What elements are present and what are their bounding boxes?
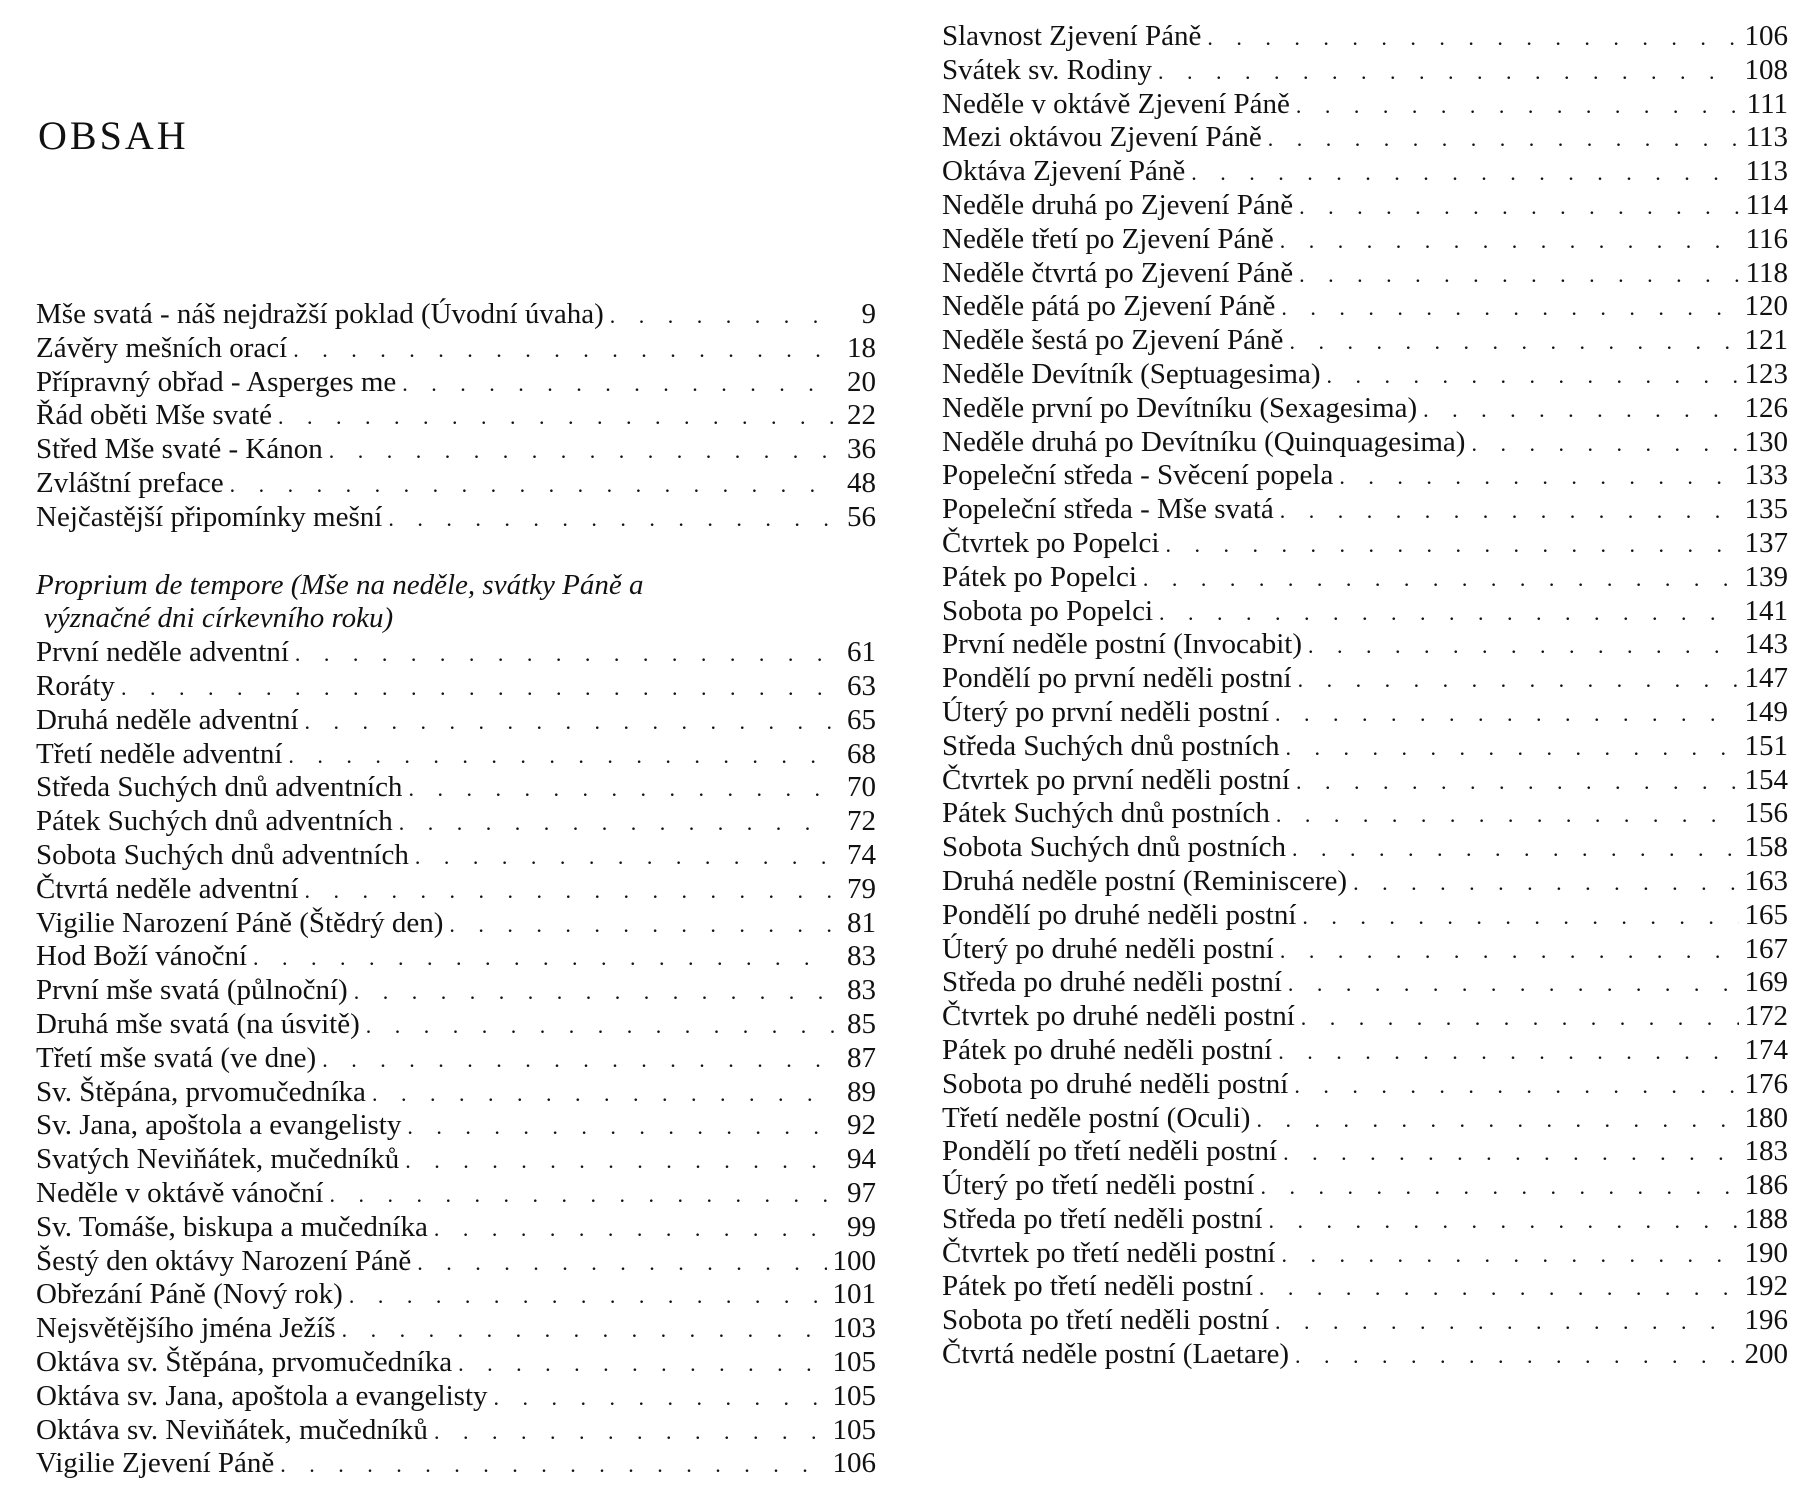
leader-dots bbox=[610, 299, 834, 333]
toc-entry[interactable] bbox=[36, 1447, 876, 1481]
toc-entry-title: Roráty bbox=[36, 669, 115, 702]
toc-entry[interactable] bbox=[942, 54, 1788, 88]
toc-entry[interactable] bbox=[942, 1169, 1788, 1203]
toc-entry-page: 141 bbox=[1744, 594, 1788, 627]
toc-entry[interactable] bbox=[36, 1278, 876, 1312]
toc-entry[interactable] bbox=[36, 1312, 876, 1346]
toc-entry-title: Úterý po třetí neděli postní bbox=[942, 1169, 1255, 1202]
toc-entry-page: 121 bbox=[1744, 324, 1788, 357]
leader-dots bbox=[1299, 258, 1739, 292]
toc-entry-page: 56 bbox=[847, 500, 876, 533]
toc-entry[interactable] bbox=[36, 974, 876, 1008]
toc-entry-title: Neděle šestá po Zjevení Páně bbox=[942, 324, 1284, 357]
toc-entry[interactable] bbox=[942, 831, 1788, 865]
leader-dots bbox=[407, 1110, 834, 1144]
toc-entry-title: Čtvrtá neděle adventní bbox=[36, 872, 299, 905]
leader-dots bbox=[1143, 562, 1739, 596]
toc-entry-title: Řád oběti Mše svaté bbox=[36, 399, 272, 432]
toc-entry-title: Vigilie Narození Páně (Štědrý den) bbox=[36, 906, 444, 939]
toc-entry[interactable] bbox=[942, 865, 1788, 899]
toc-entry-page: 63 bbox=[847, 669, 876, 702]
toc-entry-title: Neděle druhá po Devítníku (Quinquagesima) bbox=[942, 425, 1466, 458]
toc-entry-title: Neděle čtvrtá po Zjevení Páně bbox=[942, 256, 1294, 289]
leader-dots bbox=[278, 400, 834, 434]
toc-entry-page: 180 bbox=[1744, 1101, 1788, 1134]
leader-dots bbox=[1471, 427, 1738, 461]
toc-entry-title: Druhá neděle postní (Reminiscere) bbox=[942, 864, 1348, 897]
toc-entry-title: Závěry mešních orací bbox=[36, 331, 288, 364]
toc-entry-page: 100 bbox=[832, 1244, 876, 1277]
leader-dots bbox=[1165, 528, 1738, 562]
toc-entry[interactable] bbox=[36, 1346, 876, 1380]
leader-dots bbox=[1289, 325, 1738, 359]
toc-entry[interactable] bbox=[942, 121, 1788, 155]
toc-entry-title: Sobota po Popelci bbox=[942, 594, 1154, 627]
toc-entry-title: První neděle postní (Invocabit) bbox=[942, 628, 1302, 661]
toc-entry-title: Oktáva sv. Štěpána, prvomučedníka bbox=[36, 1345, 453, 1378]
toc-entry-page: 167 bbox=[1744, 932, 1788, 965]
toc-entry-page: 99 bbox=[847, 1210, 876, 1243]
toc-entry-title: Čtvrtek po Popelci bbox=[942, 526, 1160, 559]
toc-entry[interactable] bbox=[942, 358, 1788, 392]
toc-entry[interactable] bbox=[36, 298, 876, 332]
leader-dots bbox=[1298, 663, 1739, 697]
toc-entry-title: Čtvrtek po první neděli postní bbox=[942, 763, 1290, 796]
leader-dots bbox=[1339, 460, 1738, 494]
leader-dots bbox=[295, 637, 834, 671]
toc-entry[interactable] bbox=[942, 1270, 1788, 1304]
toc-entry-title: Neděle třetí po Zjevení Páně bbox=[942, 222, 1274, 255]
toc-entry-page: 9 bbox=[861, 298, 876, 330]
toc-entry[interactable] bbox=[36, 399, 876, 433]
toc-entry-title: Oktáva sv. Neviňátek, mučedníků bbox=[36, 1413, 428, 1446]
toc-entry[interactable] bbox=[36, 1042, 876, 1076]
toc-entry-title: Sv. Jana, apoštola a evangelisty bbox=[36, 1109, 402, 1142]
toc-entry[interactable] bbox=[36, 738, 876, 772]
page-title: OBSAH bbox=[38, 113, 189, 158]
leader-dots bbox=[388, 502, 834, 536]
leader-dots bbox=[280, 1448, 826, 1482]
toc-entry[interactable] bbox=[36, 501, 876, 535]
toc-entry-page: 22 bbox=[847, 399, 876, 432]
leader-dots bbox=[288, 739, 834, 773]
leader-dots bbox=[1275, 697, 1738, 731]
toc-entry[interactable] bbox=[942, 1135, 1788, 1169]
leader-dots bbox=[1281, 1238, 1738, 1272]
toc-entry-page: 186 bbox=[1744, 1169, 1788, 1202]
section-heading bbox=[36, 569, 876, 637]
toc-entry-page: 85 bbox=[847, 1007, 876, 1040]
toc-entry-title: Svátek sv. Rodiny bbox=[942, 53, 1152, 86]
toc-entry[interactable] bbox=[942, 933, 1788, 967]
toc-entry-title: Středa po třetí neděli postní bbox=[942, 1202, 1263, 1235]
toc-entry-page: 176 bbox=[1744, 1067, 1788, 1100]
leader-dots bbox=[372, 1077, 834, 1111]
toc-entry-page: 87 bbox=[847, 1041, 876, 1074]
toc-entry[interactable] bbox=[36, 1109, 876, 1143]
toc-entry[interactable] bbox=[942, 493, 1788, 527]
leader-dots bbox=[1278, 1035, 1738, 1069]
leader-dots bbox=[449, 908, 834, 942]
toc-right-column bbox=[942, 20, 1788, 1372]
toc-entry-page: 123 bbox=[1744, 357, 1788, 390]
leader-dots bbox=[293, 333, 834, 367]
toc-entry[interactable] bbox=[36, 805, 876, 839]
toc-entry[interactable] bbox=[942, 1338, 1788, 1372]
toc-entry-page: 81 bbox=[847, 906, 876, 939]
toc-entry[interactable] bbox=[36, 1143, 876, 1177]
toc-entry-title: První mše svatá (půlnoční) bbox=[36, 974, 348, 1007]
toc-entry-page: 105 bbox=[832, 1413, 876, 1446]
toc-entry[interactable] bbox=[942, 1304, 1788, 1338]
toc-entry-title: Úterý po druhé neděli postní bbox=[942, 932, 1274, 965]
leader-dots bbox=[1327, 359, 1739, 393]
toc-entry-title: Oktáva Zjevení Páně bbox=[942, 155, 1186, 188]
toc-entry-page: 18 bbox=[847, 331, 876, 364]
leader-dots bbox=[1281, 291, 1738, 325]
leader-dots bbox=[1158, 55, 1739, 89]
toc-entry-page: 169 bbox=[1744, 966, 1788, 999]
toc-entry[interactable] bbox=[36, 873, 876, 907]
toc-entry-title: Neděle Devítník (Septuagesima) bbox=[942, 357, 1321, 390]
leader-dots bbox=[121, 671, 834, 705]
toc-entry[interactable] bbox=[36, 366, 876, 400]
toc-entry[interactable] bbox=[942, 696, 1788, 730]
toc-entry-title: Sobota Suchých dnů adventních bbox=[36, 838, 409, 871]
leader-dots bbox=[1280, 494, 1739, 528]
toc-entry-title: Čtvrtek po druhé neděli postní bbox=[942, 1000, 1295, 1033]
toc-entry-title: Druhá neděle adventní bbox=[36, 703, 299, 736]
toc-entry-page: 108 bbox=[1744, 53, 1788, 86]
toc-entry-title: Popeleční středa - Svěcení popela bbox=[942, 459, 1334, 492]
toc-entry-page: 72 bbox=[847, 805, 876, 838]
toc-entry[interactable] bbox=[942, 189, 1788, 223]
toc-entry-page: 61 bbox=[847, 636, 876, 669]
toc-entry-title: Úterý po první neděli postní bbox=[942, 695, 1270, 728]
toc-entry[interactable] bbox=[942, 797, 1788, 831]
toc-entry[interactable] bbox=[36, 1380, 876, 1414]
toc-entry-title: Pátek po druhé neděli postní bbox=[942, 1033, 1273, 1066]
leader-dots bbox=[329, 434, 834, 468]
toc-entry-page: 190 bbox=[1744, 1236, 1788, 1269]
toc-entry-page: 137 bbox=[1744, 526, 1788, 559]
toc-entry[interactable] bbox=[36, 1076, 876, 1110]
toc-entry-title: Obřezání Páně (Nový rok) bbox=[36, 1278, 343, 1311]
toc-entry-page: 94 bbox=[847, 1143, 876, 1176]
toc-entry-page: 147 bbox=[1744, 662, 1788, 695]
leader-dots bbox=[329, 1178, 834, 1212]
leader-dots bbox=[415, 840, 834, 874]
toc-entry[interactable] bbox=[942, 426, 1788, 460]
toc-entry[interactable] bbox=[36, 670, 876, 704]
leader-dots bbox=[230, 468, 834, 502]
leader-dots bbox=[1191, 156, 1739, 190]
toc-entry-page: 70 bbox=[847, 771, 876, 804]
toc-entry-title: Nejčastější připomínky mešní bbox=[36, 500, 383, 533]
toc-left-column bbox=[36, 298, 876, 1481]
leader-dots bbox=[1269, 1204, 1739, 1238]
toc-entry[interactable] bbox=[942, 662, 1788, 696]
toc-entry-page: 196 bbox=[1744, 1304, 1788, 1337]
leader-dots bbox=[1296, 765, 1739, 799]
toc-entry-title: Třetí neděle adventní bbox=[36, 737, 283, 770]
leader-dots bbox=[434, 1415, 827, 1449]
toc-entry-page: 200 bbox=[1744, 1338, 1788, 1371]
leader-dots bbox=[405, 1144, 834, 1178]
toc-entry[interactable] bbox=[942, 1102, 1788, 1136]
leader-dots bbox=[1261, 1170, 1739, 1204]
toc-entry-page: 156 bbox=[1744, 797, 1788, 830]
toc-entry[interactable] bbox=[36, 1177, 876, 1211]
toc-entry-page: 188 bbox=[1744, 1202, 1788, 1235]
toc-entry-title: Šestý den oktávy Narození Páně bbox=[36, 1244, 412, 1277]
toc-entry-page: 101 bbox=[832, 1278, 876, 1311]
leader-dots bbox=[1295, 1339, 1738, 1373]
toc-entry-title: Čtvrtek po třetí neděli postní bbox=[942, 1236, 1276, 1269]
toc-entry[interactable] bbox=[942, 20, 1788, 54]
toc-entry-title: Slavnost Zjevení Páně bbox=[942, 20, 1202, 52]
toc-entry-page: 92 bbox=[847, 1109, 876, 1142]
toc-entry-title: Mše svatá - náš nejdražší poklad (Úvodní úvaha) bbox=[36, 298, 604, 330]
toc-entry-page: 83 bbox=[847, 974, 876, 1007]
toc-entry-title: Střed Mše svaté - Kánon bbox=[36, 433, 323, 466]
leader-dots bbox=[1268, 122, 1740, 156]
toc-entry-page: 120 bbox=[1744, 290, 1788, 323]
leader-dots bbox=[1292, 832, 1739, 866]
toc-entry-page: 105 bbox=[832, 1345, 876, 1378]
toc-entry-page: 20 bbox=[847, 365, 876, 398]
toc-entry-page: 106 bbox=[1744, 20, 1788, 52]
leader-dots bbox=[1353, 866, 1738, 900]
toc-entry-title: Neděle v oktávě Zjevení Páně bbox=[942, 87, 1290, 120]
toc-entry-page: 113 bbox=[1745, 155, 1788, 188]
toc-entry[interactable] bbox=[36, 907, 876, 941]
leader-dots bbox=[1280, 934, 1739, 968]
toc-entry-title: Pondělí po první neděli postní bbox=[942, 662, 1292, 695]
leader-dots bbox=[1275, 1305, 1738, 1339]
toc-entry-page: 126 bbox=[1744, 391, 1788, 424]
toc-entry-title: Svatých Neviňátek, mučedníků bbox=[36, 1143, 400, 1176]
leader-dots bbox=[408, 772, 834, 806]
toc-entry-title: Nejsvětějšího jména Ježíš bbox=[36, 1312, 336, 1345]
leader-dots bbox=[1294, 1069, 1738, 1103]
toc-entry-page: 97 bbox=[847, 1176, 876, 1209]
toc-entry-title: Neděle první po Devítníku (Sexagesima) bbox=[942, 391, 1418, 424]
toc-entry-title: Oktáva sv. Jana, apoštola a evangelisty bbox=[36, 1379, 488, 1412]
toc-entry[interactable] bbox=[942, 527, 1788, 561]
toc-entry[interactable] bbox=[36, 1245, 876, 1279]
toc-entry[interactable] bbox=[942, 730, 1788, 764]
toc-entry-page: 135 bbox=[1744, 493, 1788, 526]
toc-entry[interactable] bbox=[942, 257, 1788, 291]
toc-entry-title: Popeleční středa - Mše svatá bbox=[942, 493, 1274, 526]
toc-entry-page: 133 bbox=[1744, 459, 1788, 492]
leader-dots bbox=[399, 806, 834, 840]
toc-entry-page: 36 bbox=[847, 433, 876, 466]
leader-dots bbox=[494, 1381, 827, 1415]
section-heading-line: význačné dni církevního roku) bbox=[44, 602, 394, 635]
leader-dots bbox=[1259, 1271, 1739, 1305]
toc-entry-page: 113 bbox=[1745, 121, 1788, 154]
toc-entry-page: 48 bbox=[847, 466, 876, 499]
toc-entry-title: Vigilie Zjevení Páně bbox=[36, 1447, 275, 1480]
toc-entry-title: Pátek po třetí neděli postní bbox=[942, 1270, 1253, 1303]
leader-dots bbox=[366, 1009, 834, 1043]
toc-entry[interactable] bbox=[36, 433, 876, 467]
leader-dots bbox=[1276, 798, 1739, 832]
leader-dots bbox=[1423, 393, 1738, 427]
leader-dots bbox=[342, 1313, 827, 1347]
toc-entry[interactable] bbox=[942, 1034, 1788, 1068]
toc-entry-title: Sobota po třetí neděli postní bbox=[942, 1304, 1270, 1337]
toc-entry-title: Středa Suchých dnů postních bbox=[942, 729, 1280, 762]
leader-dots bbox=[1280, 224, 1740, 258]
toc-entry-page: 130 bbox=[1744, 425, 1788, 458]
toc-entry-title: Sobota Suchých dnů postních bbox=[942, 831, 1286, 864]
toc-entry-title: Neděle v oktávě vánoční bbox=[36, 1176, 324, 1209]
toc-entry-title: Čtvrtá neděle postní (Laetare) bbox=[942, 1338, 1290, 1371]
toc-entry-title: Středa po druhé neděli postní bbox=[942, 966, 1282, 999]
toc-entry-page: 172 bbox=[1744, 1000, 1788, 1033]
toc-entry-page: 79 bbox=[847, 872, 876, 905]
toc-entry-title: Mezi oktávou Zjevení Páně bbox=[942, 121, 1262, 154]
toc-entry[interactable] bbox=[942, 459, 1788, 493]
toc-entry-title: Sv. Štěpána, prvomučedníka bbox=[36, 1075, 366, 1108]
leader-dots bbox=[417, 1246, 826, 1280]
leader-dots bbox=[434, 1212, 834, 1246]
toc-entry-page: 106 bbox=[832, 1447, 876, 1480]
toc-entry-page: 105 bbox=[832, 1379, 876, 1412]
toc-entry[interactable] bbox=[36, 940, 876, 974]
toc-entry-title: Pondělí po druhé neděli postní bbox=[942, 898, 1297, 931]
leader-dots bbox=[354, 975, 834, 1009]
leader-dots bbox=[1296, 89, 1741, 123]
toc-entry[interactable] bbox=[942, 628, 1788, 662]
toc-entry-page: 65 bbox=[847, 703, 876, 736]
toc-entry[interactable] bbox=[36, 636, 876, 670]
leader-dots bbox=[1288, 967, 1739, 1001]
section-heading-line: Proprium de tempore (Mše na neděle, svátky Páně a bbox=[36, 568, 644, 601]
leader-dots bbox=[1302, 900, 1738, 934]
toc-entry[interactable] bbox=[36, 771, 876, 805]
toc-entry[interactable] bbox=[36, 839, 876, 873]
leader-dots bbox=[1301, 1001, 1739, 1035]
leader-dots bbox=[402, 367, 834, 401]
toc-entry-title: Třetí mše svatá (ve dne) bbox=[36, 1041, 317, 1074]
toc-entry-page: 163 bbox=[1744, 864, 1788, 897]
toc-entry-page: 151 bbox=[1744, 729, 1788, 762]
leader-dots bbox=[1207, 21, 1738, 55]
toc-entry-page: 116 bbox=[1745, 222, 1788, 255]
toc-entry-title: Pondělí po třetí neděli postní bbox=[942, 1135, 1278, 1168]
toc-entry-title: Neděle pátá po Zjevení Páně bbox=[942, 290, 1276, 323]
leader-dots bbox=[253, 941, 834, 975]
toc-entry-title: Pátek Suchých dnů postních bbox=[942, 797, 1270, 830]
leader-dots bbox=[349, 1279, 827, 1313]
leader-dots bbox=[1299, 190, 1739, 224]
toc-entry-title: Hod Boží vánoční bbox=[36, 940, 248, 973]
toc-entry-page: 174 bbox=[1744, 1033, 1788, 1066]
toc-entry-title: Středa Suchých dnů adventních bbox=[36, 771, 403, 804]
toc-entry[interactable] bbox=[942, 595, 1788, 629]
leader-dots bbox=[1256, 1103, 1738, 1137]
toc-entry[interactable] bbox=[942, 88, 1788, 122]
toc-entry-page: 154 bbox=[1744, 763, 1788, 796]
toc-entry-page: 143 bbox=[1744, 628, 1788, 661]
toc-entry-page: 83 bbox=[847, 940, 876, 973]
toc-entry-title: První neděle adventní bbox=[36, 636, 289, 669]
toc-entry-title: Třetí neděle postní (Oculi) bbox=[942, 1101, 1251, 1134]
toc-entry[interactable] bbox=[942, 392, 1788, 426]
leader-dots bbox=[305, 705, 834, 739]
toc-entry-title: Pátek po Popelci bbox=[942, 560, 1137, 593]
toc-entry[interactable] bbox=[942, 324, 1788, 358]
toc-entry[interactable] bbox=[942, 764, 1788, 798]
toc-entry[interactable] bbox=[36, 467, 876, 501]
toc-entry-page: 192 bbox=[1744, 1270, 1788, 1303]
toc-entry-page: 114 bbox=[1745, 188, 1788, 221]
toc-entry-page: 103 bbox=[832, 1312, 876, 1345]
toc-entry-page: 68 bbox=[847, 737, 876, 770]
toc-entry-page: 149 bbox=[1744, 695, 1788, 728]
toc-entry[interactable] bbox=[36, 1414, 876, 1448]
toc-entry[interactable] bbox=[942, 966, 1788, 1000]
toc-entry[interactable] bbox=[942, 561, 1788, 595]
toc-entry-page: 111 bbox=[1746, 87, 1788, 120]
toc-entry-page: 118 bbox=[1745, 256, 1788, 289]
toc-entry[interactable] bbox=[942, 899, 1788, 933]
toc-entry[interactable] bbox=[36, 1211, 876, 1245]
toc-entry[interactable] bbox=[36, 332, 876, 366]
leader-dots bbox=[1159, 596, 1738, 630]
toc-entry[interactable] bbox=[36, 1008, 876, 1042]
toc-entry[interactable] bbox=[942, 1068, 1788, 1102]
leader-dots bbox=[1283, 1136, 1738, 1170]
leader-dots bbox=[305, 874, 834, 908]
toc-entry-page: 74 bbox=[847, 838, 876, 871]
toc-entry-page: 183 bbox=[1744, 1135, 1788, 1168]
leader-dots bbox=[322, 1043, 834, 1077]
toc-entry-title: Přípravný obřad - Asperges me bbox=[36, 365, 397, 398]
toc-entry-page: 165 bbox=[1744, 898, 1788, 931]
toc-entry[interactable] bbox=[942, 223, 1788, 257]
toc-entry[interactable] bbox=[942, 155, 1788, 189]
toc-entry-title: Sv. Tomáše, biskupa a mučedníka bbox=[36, 1210, 428, 1243]
toc-entry-title: Sobota po druhé neděli postní bbox=[942, 1067, 1289, 1100]
toc-entry[interactable] bbox=[942, 1237, 1788, 1271]
toc-entry[interactable] bbox=[942, 1203, 1788, 1237]
leader-dots bbox=[458, 1347, 826, 1381]
toc-entry-title: Druhá mše svatá (na úsvitě) bbox=[36, 1007, 360, 1040]
toc-entry-title: Neděle druhá po Zjevení Páně bbox=[942, 188, 1294, 221]
toc-entry[interactable] bbox=[942, 290, 1788, 324]
leader-dots bbox=[1308, 629, 1739, 663]
toc-entry-title: Pátek Suchých dnů adventních bbox=[36, 805, 393, 838]
toc-entry-title: Zvláštní preface bbox=[36, 466, 224, 499]
toc-entry-page: 158 bbox=[1744, 831, 1788, 864]
toc-entry-page: 89 bbox=[847, 1075, 876, 1108]
toc-entry-page: 139 bbox=[1744, 560, 1788, 593]
toc-entry[interactable] bbox=[36, 704, 876, 738]
toc-entry[interactable] bbox=[942, 1000, 1788, 1034]
leader-dots bbox=[1285, 731, 1738, 765]
